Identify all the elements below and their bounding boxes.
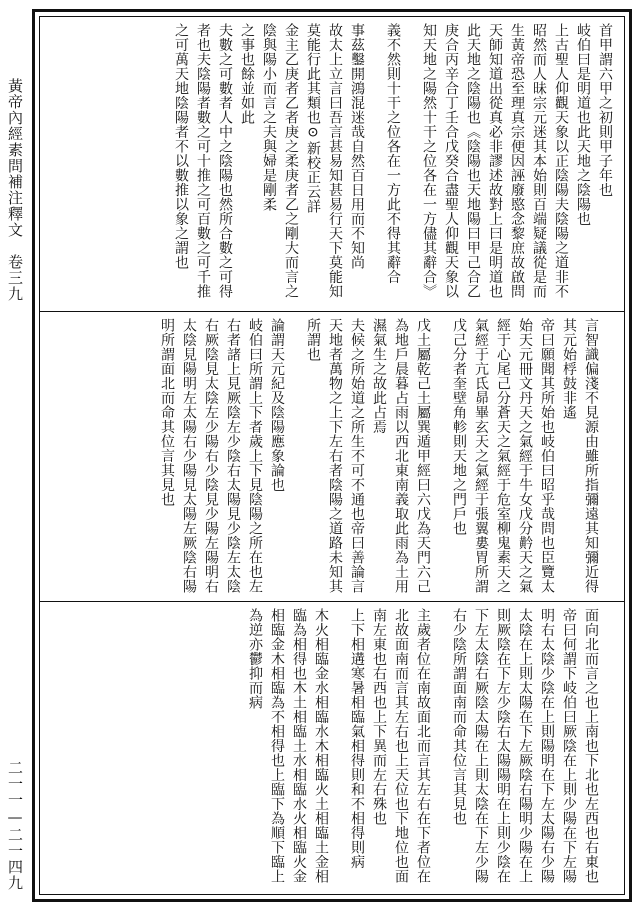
- text-column: 夫數之可數者人中之陰陽也然所合數之可得者也夫陰陽者數之可十推之可百數之可千推之可萬天地陰陽者不以數推以象之謂也: [173, 23, 233, 299]
- text-column: 金主乙庚者乙者庚之柔庚者乙之剛大而言之陰與陽小而言之夫與婦是剛柔: [261, 23, 299, 299]
- text-column: 帝曰願聞其所始也岐伯曰昭乎哉問也臣覽太始天元冊文丹天之氣經于牛女戊分黅天之氣經于心尾己分蒼天之氣經于危室柳鬼素天之氣經于亢氐昴畢玄天之氣經于張翼婁胃所謂戊己分者奎壁角軫則天地之門戶也: [451, 318, 555, 594]
- text-column: 主歲者位在南故面北而言其左右在下者位在北故面南而言其左右也上天位也下地位也面南左東也右西也上下異而左右殊也: [371, 608, 431, 884]
- text-column: 義不然則十干之位各在一方此不得其辭合: [385, 23, 401, 284]
- panel-middle: [40, 311, 624, 601]
- text-column: 言智識偏淺不見源由雖所指彌遠其知彌近得其元始桴鼓非遙: [561, 318, 599, 594]
- panel-text: [244, 608, 616, 894]
- panel-text: [156, 318, 616, 595]
- text-column: 岐伯曰所謂上下者歲上下見陰陽之所在也左右者諸上見厥陰左少陰右太陽見少陰左太陰右厥陰見太陰左少陽右少陰見少陽左陽明右太陰見陽明左太陽右少陽見太陽左厥陰右陽明所謂面北而命其位言其見也: [159, 318, 263, 594]
- text-column: 上下相遘寒暑相臨氣相得則和不相得則病: [349, 608, 365, 869]
- page-number: 二一一—二一四九: [6, 760, 24, 891]
- text-column: 夫候之所始道之所生不可不通也帝曰善論言天地者萬物之上下左右者陰陽之道路未知其所謂也: [305, 318, 365, 594]
- side-margin-title: 黃帝內經素問補注釋文 卷三九: [6, 78, 24, 302]
- text-column: 之事也餘並如此: [239, 23, 255, 125]
- text-column: 事茲鑿開鴻混迷哉自然百日用而不知尚: [349, 23, 365, 270]
- text-column: 木火相臨金水相臨水木相臨火土相臨土金相臨為相得也木土相臨土水相臨水火相臨火金相臨金木相臨為不相得也上臨下為順下臨上為逆亦鬱抑而病: [247, 608, 329, 884]
- text-column: 論謂天元紀及陰陽應象論也: [269, 318, 285, 492]
- panel-text: [170, 23, 616, 305]
- page-frame: [32, 9, 632, 902]
- text-column: 首甲謂六甲之初則甲子年也: [597, 23, 613, 197]
- text-block: [39, 16, 625, 895]
- text-column: 帝曰何謂下岐伯曰厥陰在上則少陽在下左陽明右太陰少陰在上則陽明在下左太陽右少陽太陰在上則太陽在下左厥陰右陽明少陽在上則厥陰在下左少陰右太陽陽明在上則少陰在下左太陰右厥陰太陽在上則太陰在下左少陽右少陰所謂面南而命其位言其見也: [451, 608, 577, 884]
- text-column: 面向北而言之也上南也下北也左西也右東也: [583, 608, 599, 884]
- panel-top: [40, 17, 624, 311]
- panel-bottom: [40, 601, 624, 900]
- text-column: 岐伯曰是明道也此天地之陰陽也: [575, 23, 591, 226]
- text-column: 上古聖人仰觀天象以正陰陽夫陰陽之道非不昭然而人昧宗元迷其本始則百端疑議從是而生黃帝恐至理真宗便因誣廢愍念黎庶故啟問天師知道出從真必非謬述故對上曰是明道也此天地之陰陽也《陰陽也天地陽曰甲己合乙庚合丙辛合丁壬合戊癸合盡聖人仰觀天象以知天地之陽然十干之位各在一方儘其辭合》: [421, 23, 569, 299]
- text-column: 故太上立言曰吾言甚易知甚易行天下莫能知莫能行此其類也⊙新校正云詳: [305, 23, 343, 299]
- text-column: 戊土屬乾己土屬巽遁甲經曰六戊為天門六己為地戶晨暮占雨以西北東南義取此雨為土用濕氣生之故此占焉: [371, 318, 431, 594]
